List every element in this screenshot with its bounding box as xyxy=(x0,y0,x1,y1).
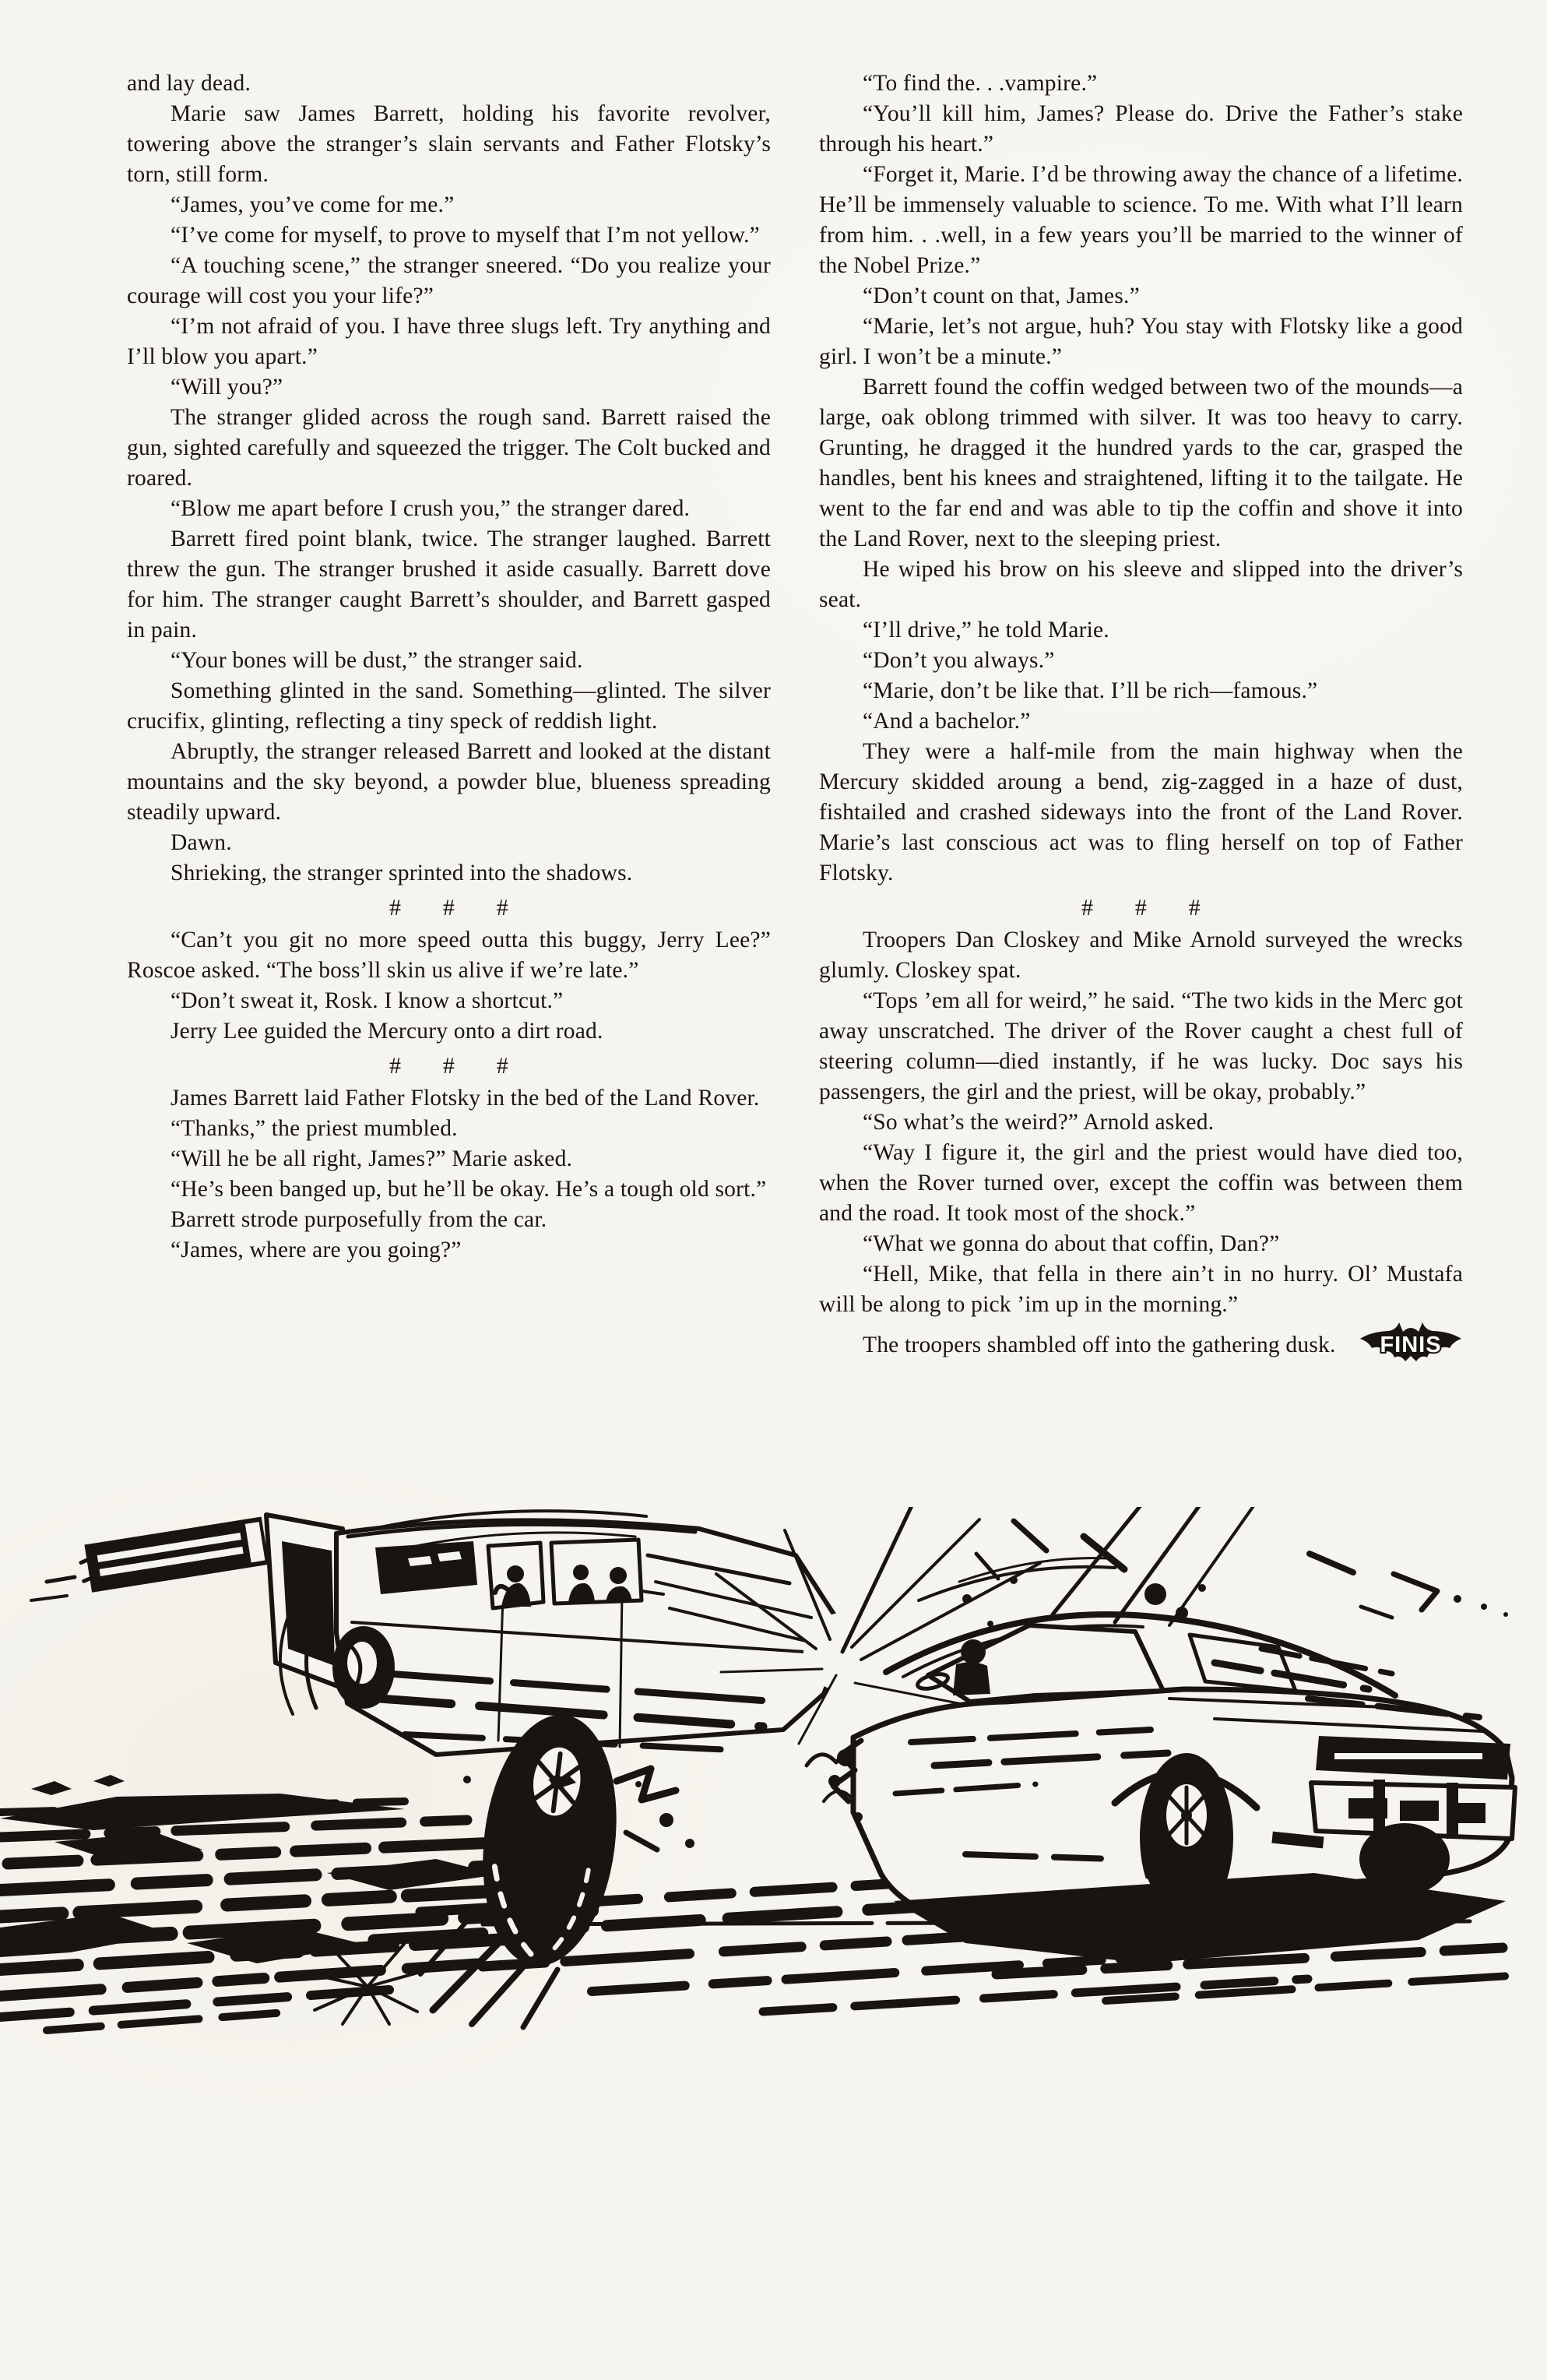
story-paragraph: “Tops ’em all for weird,” he said. “The two kids in the Merc got away unscratched. The driver of the Rover caught a chest full of steering column—died instantly, if he was lucky. Doc says his passengers, the girl and the priest, will be okay, probably.” xyxy=(819,988,1463,1104)
section-break: # # # xyxy=(389,1053,508,1079)
story-paragraph: Troopers Dan Closkey and Mike Arnold surveyed the wrecks glumly. Closkey spat. xyxy=(819,928,1463,983)
story-paragraph: Marie saw James Barrett, holding his favorite revolver, towering above the stranger’s slain servants and Father Flotsky’s torn, still form. xyxy=(127,101,771,187)
crash-illustration-wrap xyxy=(0,1507,1547,2044)
story-paragraph: “Marie, don’t be like that. I’ll be rich—famous.” xyxy=(863,678,1318,703)
story-paragraph: They were a half-mile from the main highway when the Mercury skidded aroung a bend, zig-zagged in a haze of dust, fishtailed and crashed sideways into the front of the Land Rover. Marie’s last conscious act was to fling herself on top of Father Flotsky. xyxy=(819,739,1463,885)
story-paragraph: Something glinted in the sand. Something—glinted. The silver crucifix, glinting, reflecting a tiny speck of reddish light. xyxy=(127,678,771,734)
section-break: # # # xyxy=(1081,895,1201,921)
story-paragraph: and lay dead. xyxy=(127,71,251,96)
story-paragraph: James Barrett laid Father Flotsky in the bed of the Land Rover. xyxy=(171,1086,760,1111)
story-paragraph: “Don’t count on that, James.” xyxy=(863,283,1140,308)
story-paragraph: “Will you?” xyxy=(171,375,283,400)
crash-illustration xyxy=(0,1507,1547,2044)
story-paragraph xyxy=(819,1320,1463,1361)
story-paragraph: “I’ll drive,” he told Marie. xyxy=(863,618,1109,643)
story-paragraph: “Forget it, Marie. I’d be throwing away the chance of a lifetime. He’ll be immensely valuable to science. To me. With what I’ll learn from him. . .well, in a few years you’ll be married to the winner of the Nobel Prize.” xyxy=(819,162,1463,278)
finis-badge xyxy=(1359,1320,1463,1368)
coffin-motion-dashes xyxy=(31,1577,75,1600)
story-paragraph: “Can’t you git no more speed outta this buggy, Jerry Lee?” Roscoe asked. “The boss’ll skin us alive if we’re late.” xyxy=(127,928,771,983)
story-paragraph: “Don’t sweat it, Rosk. I know a shortcut.” xyxy=(171,988,564,1013)
story-paragraph: “Will he be all right, James?” Marie asked. xyxy=(171,1146,573,1171)
story-paragraph: “A touching scene,” the stranger sneered. “Do you realize your courage will cost you your life?” xyxy=(127,253,771,308)
station-wagon xyxy=(336,1511,847,1755)
story-paragraph: “Don’t you always.” xyxy=(863,648,1055,673)
story-paragraph: “I’m not afraid of you. I have three slugs left. Try anything and I’ll blow you apart.” xyxy=(127,314,771,369)
story-text xyxy=(127,69,1463,1361)
story-paragraph: “Marie, let’s not argue, huh? You stay with Flotsky like a good girl. I won’t be a minute.” xyxy=(819,314,1463,369)
story-paragraph: “James, you’ve come for me.” xyxy=(171,192,455,217)
story-paragraph: Barrett found the coffin wedged between two of the mounds—a large, oak oblong trimmed with silver. It was too heavy to carry. Grunting, he dragged it the hundred yards to the car, grasped the handles, bent his knees and straightened, lifting it to the tailgate. He went to the far end and was able to tip the coffin and shove it into the Land Rover, next to the sleeping priest. xyxy=(819,375,1463,551)
story-paragraph: The troopers shambled off into the gathering dusk. xyxy=(863,1333,1336,1357)
story-paragraph: Shrieking, the stranger sprinted into the shadows. xyxy=(171,861,633,885)
story-paragraph: “Blow me apart before I crush you,” the stranger dared. xyxy=(171,496,691,521)
story-paragraph: He wiped his brow on his sleeve and slipped into the driver’s seat. xyxy=(819,557,1463,612)
story-paragraph: “You’ll kill him, James? Please do. Drive the Father’s stake through his heart.” xyxy=(819,101,1463,157)
coffin xyxy=(79,1517,269,1593)
speed-lines xyxy=(1310,1554,1508,1618)
finis-label: FINIS xyxy=(1380,1333,1442,1357)
right-column xyxy=(819,69,1463,1361)
story-paragraph: “James, where are you going?” xyxy=(171,1238,462,1262)
story-paragraph: Barrett fired point blank, twice. The stranger laughed. Barrett threw the gun. The stranger brushed it aside casually. Barrett dove for him. The stranger caught Barrett’s shoulder, and Barrett gasped in pain. xyxy=(127,526,771,643)
story-paragraph: “What we gonna do about that coffin, Dan?” xyxy=(863,1231,1280,1256)
story-paragraph: Barrett strode purposefully from the car. xyxy=(171,1207,547,1232)
story-paragraph: “He’s been banged up, but he’ll be okay. He’s a tough old sort.” xyxy=(171,1177,767,1202)
story-paragraph: “Hell, Mike, that fella in there ain’t in no hurry. Ol’ Mustafa will be along to pick ’im up in the morning.” xyxy=(819,1262,1463,1317)
section-break: # # # xyxy=(389,895,508,921)
bat-icon xyxy=(1359,1320,1463,1368)
story-paragraph: Jerry Lee guided the Mercury onto a dirt road. xyxy=(171,1019,603,1044)
left-column xyxy=(127,69,771,1361)
story-paragraph: “I’ve come for myself, to prove to myself that I’m not yellow.” xyxy=(171,223,760,248)
story-paragraph: “And a bachelor.” xyxy=(863,709,1031,734)
story-paragraph: “Thanks,” the priest mumbled. xyxy=(171,1116,458,1141)
story-paragraph: “Way I figure it, the girl and the priest would have died too, when the Rover turned over, except the coffin was between them and the road. It took most of the shock.” xyxy=(819,1140,1463,1226)
story-paragraph: Dawn. xyxy=(171,830,232,855)
story-paragraph: The stranger glided across the rough sand. Barrett raised the gun, sighted carefully and squeezed the trigger. The Colt bucked and roared. xyxy=(127,405,771,491)
story-paragraph: “To find the. . .vampire.” xyxy=(863,71,1098,96)
story-paragraph: “Your bones will be dust,” the stranger said. xyxy=(171,648,583,673)
story-paragraph: Abruptly, the stranger released Barrett and looked at the distant mountains and the sky beyond, a powder blue, blueness spreading steadily upward. xyxy=(127,739,771,825)
story-paragraph: “So what’s the weird?” Arnold asked. xyxy=(863,1110,1215,1135)
